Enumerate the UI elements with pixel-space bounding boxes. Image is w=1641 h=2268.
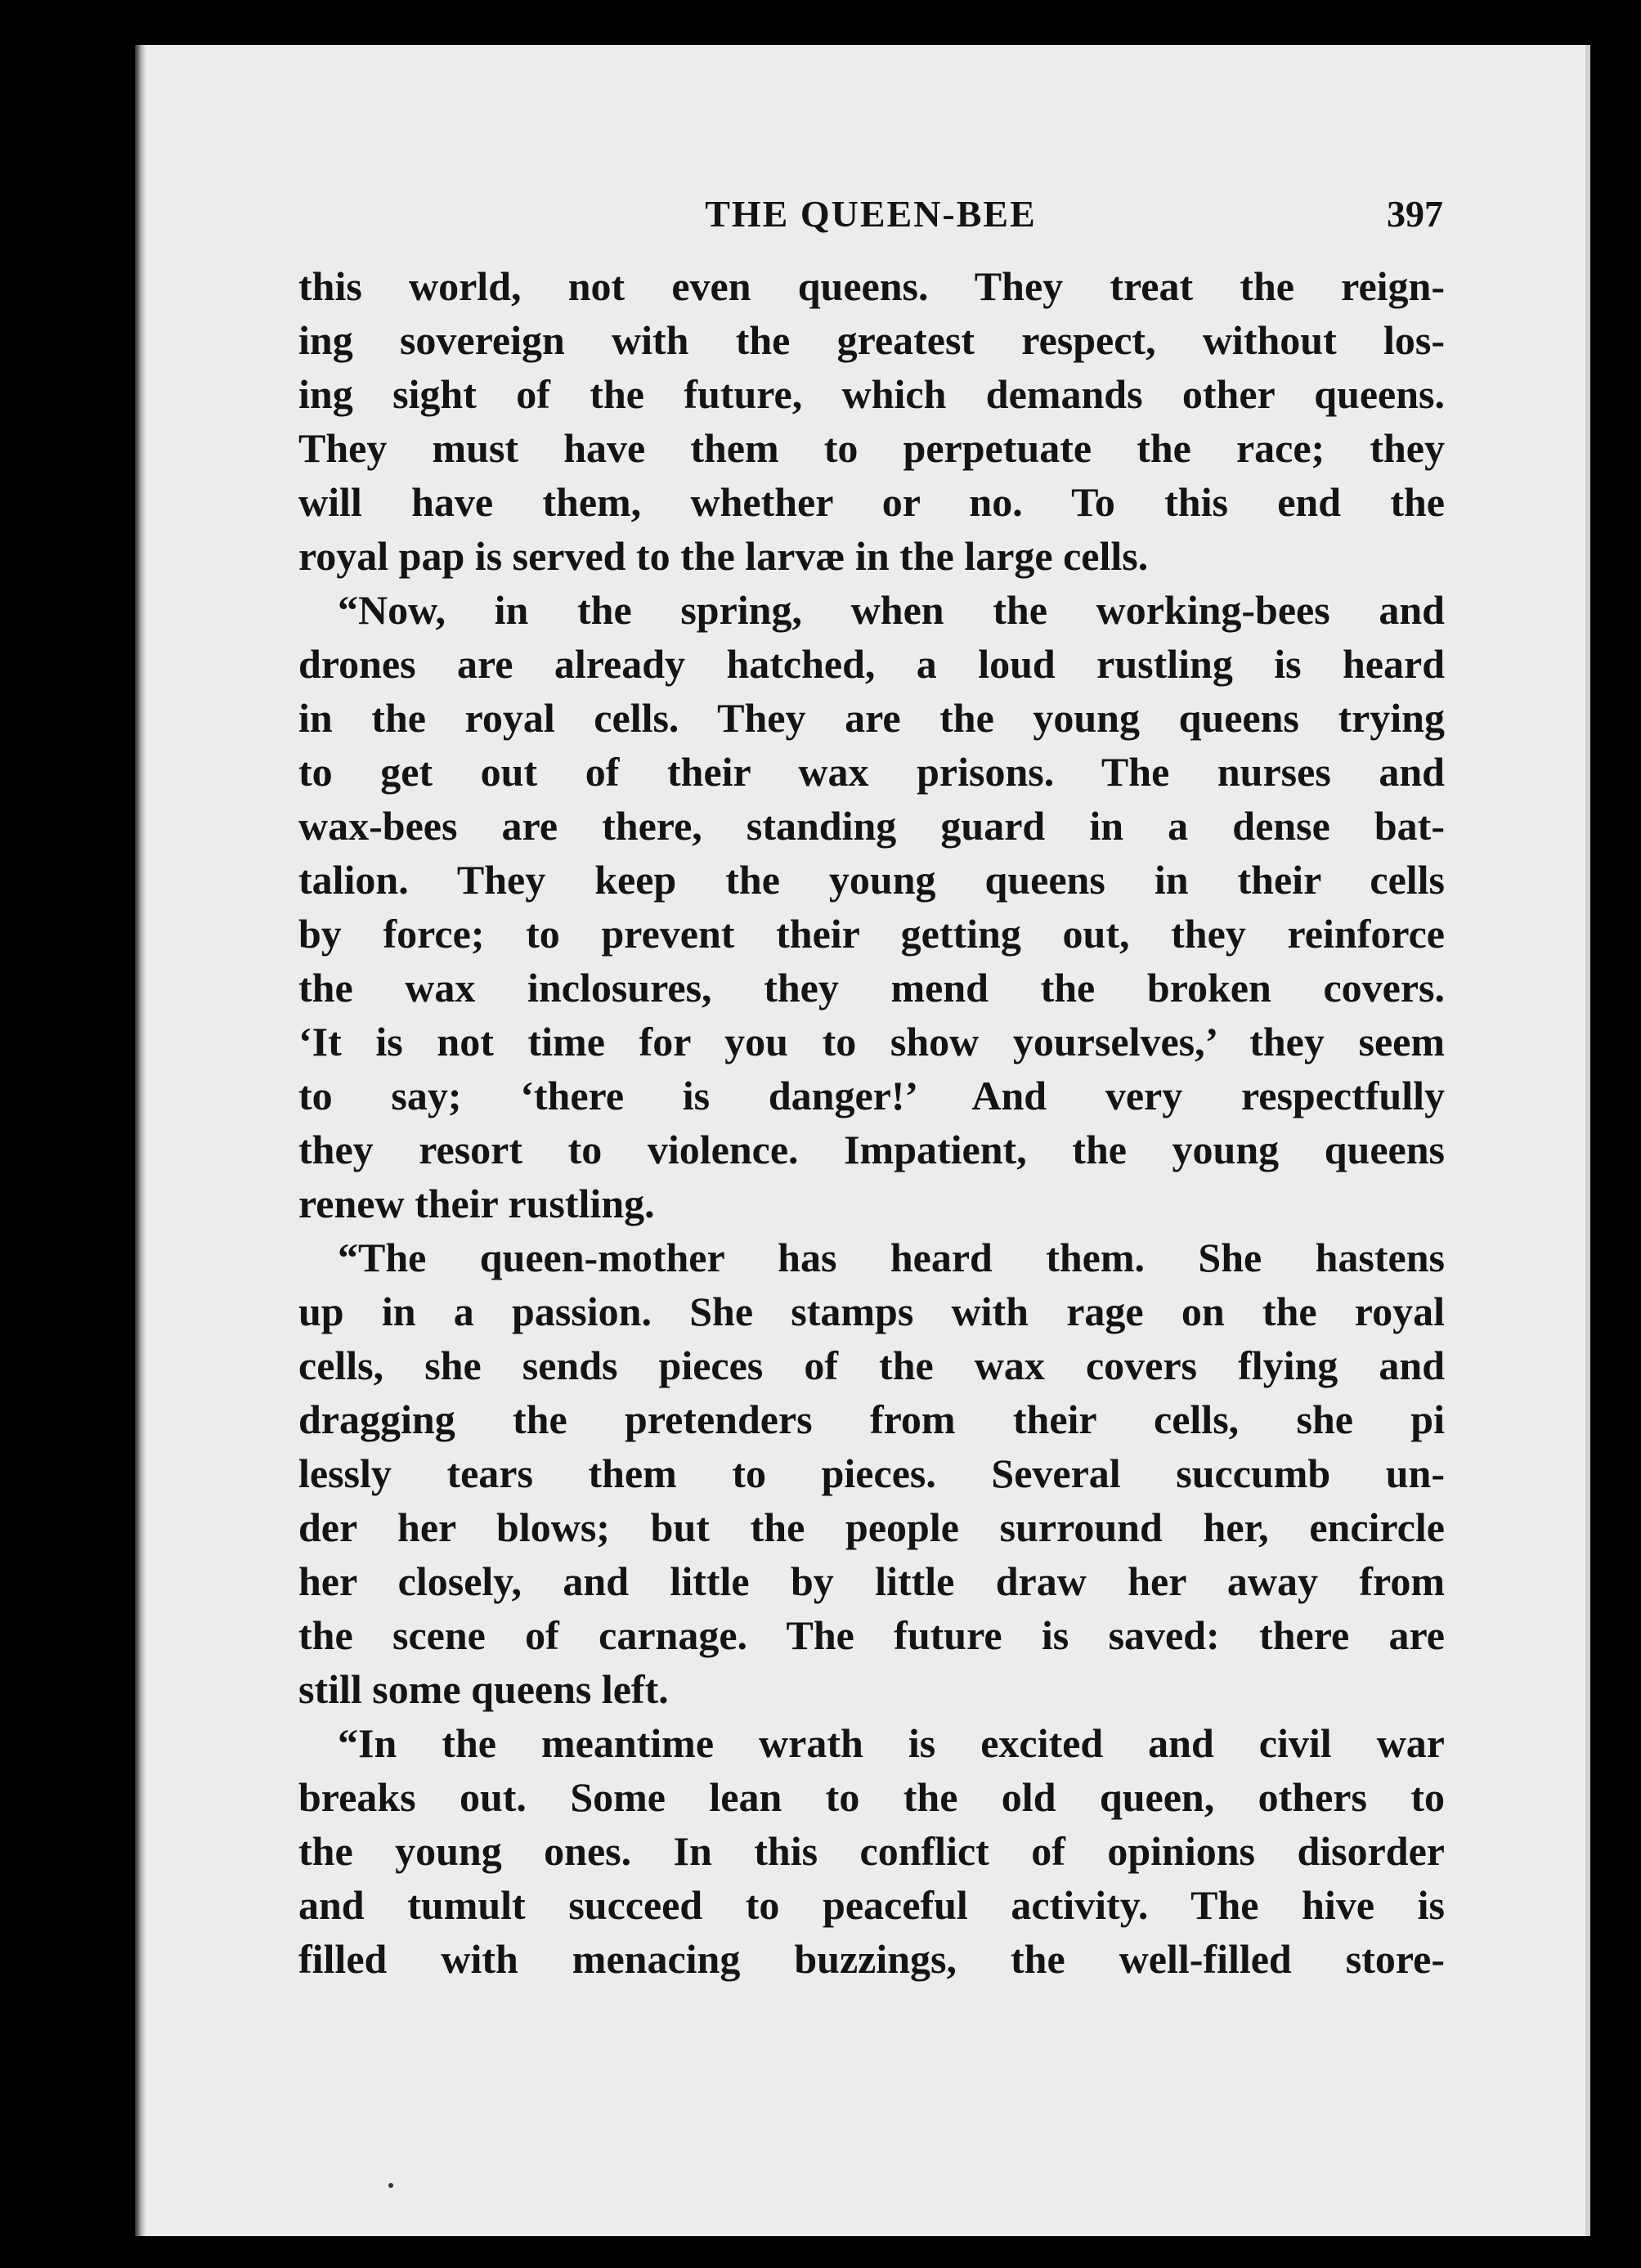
text-line: der her blows; but the people surround her, encircle xyxy=(298,1504,1445,1550)
running-head: THE QUEEN-BEE xyxy=(705,193,1037,235)
text-line: “The queen-mother has heard them. She hastens xyxy=(338,1235,1445,1280)
scan-speck xyxy=(388,2183,393,2188)
text-line: the young ones. In this conflict of opinions disorder xyxy=(298,1828,1445,1874)
text-line: up in a passion. She stamps with rage on the royal xyxy=(298,1289,1445,1334)
text-line: wax-bees are there, standing guard in a dense bat- xyxy=(298,803,1445,849)
page-gutter xyxy=(135,45,146,2236)
text-line: dragging the pretenders from their cells, she pi xyxy=(298,1396,1445,1442)
page-edge xyxy=(1585,45,1590,2236)
paragraph xyxy=(298,1230,1445,1716)
text-line: They must have them to perpetuate the race; they xyxy=(298,425,1445,471)
paragraph xyxy=(298,1716,1445,1986)
text-line: and tumult succeed to peaceful activity. The hive is xyxy=(298,1882,1445,1928)
text-line: they resort to violence. Impatient, the young queens xyxy=(298,1127,1445,1172)
text-line: in the royal cells. They are the young queens trying xyxy=(298,695,1445,741)
text-line: to say; ‘there is danger!’ And very respectfully xyxy=(298,1073,1445,1118)
paragraph xyxy=(298,259,1445,583)
body-text xyxy=(298,259,1445,1986)
text-line: cells, she sends pieces of the wax covers flying and xyxy=(298,1342,1445,1388)
text-line: by force; to prevent their getting out, they reinforce xyxy=(298,911,1445,957)
text-line: ing sight of the future, which demands other queens. xyxy=(298,371,1445,417)
text-line: her closely, and little by little draw her away from xyxy=(298,1558,1445,1604)
text-line: the scene of carnage. The future is saved: there are xyxy=(298,1612,1445,1658)
paragraph xyxy=(298,583,1445,1230)
text-line: breaks out. Some lean to the old queen, others to xyxy=(298,1774,1445,1820)
text-line: filled with menacing buzzings, the well-filled store- xyxy=(298,1936,1445,1982)
text-line: drones are already hatched, a loud rustling is heard xyxy=(298,641,1445,687)
text-line: talion. They keep the young queens in their cells xyxy=(298,857,1445,903)
text-line: ing sovereign with the greatest respect, without los- xyxy=(298,317,1445,363)
book-page xyxy=(135,45,1590,2236)
page-number: 397 xyxy=(1387,193,1443,235)
text-line: will have them, whether or no. To this end the xyxy=(298,479,1445,525)
text-line: “In the meantime wrath is excited and civil war xyxy=(338,1720,1445,1766)
text-line: the wax inclosures, they mend the broken covers. xyxy=(298,965,1445,1011)
text-line: “Now, in the spring, when the working-bees and xyxy=(338,587,1445,633)
text-line: to get out of their wax prisons. The nurses and xyxy=(298,749,1445,795)
page-header xyxy=(298,192,1443,249)
text-line: renew their rustling. xyxy=(298,1181,655,1226)
text-line: ‘It is not time for you to show yourselves,’ they seem xyxy=(298,1019,1445,1065)
text-line: still some queens left. xyxy=(298,1666,669,1712)
text-line: this world, not even queens. They treat the reign- xyxy=(298,263,1445,309)
text-line: lessly tears them to pieces. Several succumb un- xyxy=(298,1450,1445,1496)
text-line: royal pap is served to the larvæ in the large cells. xyxy=(298,533,1149,579)
